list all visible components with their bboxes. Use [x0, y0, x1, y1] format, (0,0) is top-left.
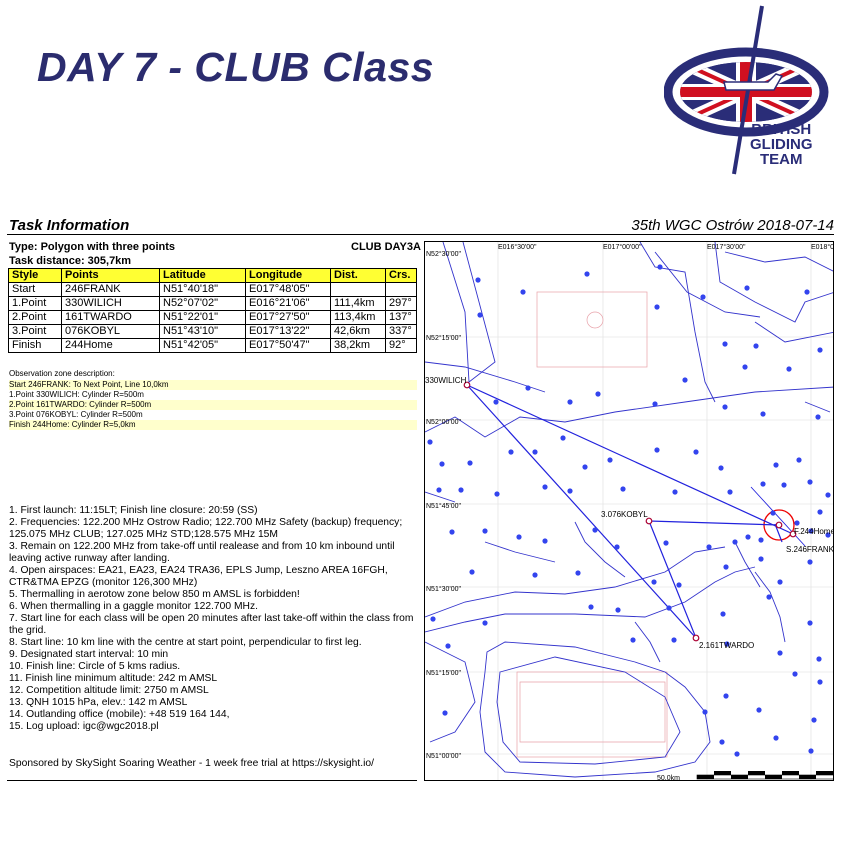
bottom-divider: [7, 780, 417, 781]
scale-bar: [657, 771, 834, 781]
rule-item: 9. Designated start interval: 10 min: [9, 649, 169, 660]
table-cell: E017°50'47": [246, 339, 331, 353]
task-type: Type: Polygon with three points: [9, 241, 176, 253]
lon-label: E018°0: [811, 244, 835, 251]
logo-line-1: BRITISH: [751, 121, 812, 138]
table-cell: N51°40'18": [160, 283, 246, 297]
table-cell: Finish: [9, 339, 62, 353]
rule-item: 14. Outlanding office (mobile): +48 519 164 144,: [9, 709, 230, 720]
table-row: [9, 339, 417, 353]
table-cell: [386, 283, 417, 297]
rule-item: 1. First launch: 11:15LT; Finish line closure: 20:59 (SS): [9, 505, 258, 516]
lon-label: E017°00'00": [603, 244, 642, 251]
waypoint-label-kobyl: 3.076KOBYL: [601, 510, 648, 519]
lon-label: E017°30'00": [707, 244, 746, 251]
table-cell: N51°22'01": [160, 311, 246, 325]
waypoint-label-frank: S.246FRANK: [786, 545, 835, 554]
scale-label: 50.0km: [657, 775, 680, 782]
rule-item: 10. Finish line: Circle of 5 kms radius.: [9, 661, 181, 672]
logo-text: [750, 122, 813, 167]
task-map: [424, 241, 834, 781]
column-header: Latitude: [160, 269, 246, 283]
table-cell: 92°: [386, 339, 417, 353]
column-header: Dist.: [331, 269, 386, 283]
competition-date: 35th WGC Ostrów 2018-07-14: [631, 217, 834, 234]
column-header: Style: [9, 269, 62, 283]
table-cell: 2.Point: [9, 311, 62, 325]
restricted-areas: [517, 292, 667, 757]
rule-item: 7. Start line for each class will be open 20 minutes after last take-off within the class from the grid.: [9, 613, 414, 636]
rule-item: 6. When thermalling in a gaggle monitor 122.700 MHz.: [9, 601, 258, 612]
lat-label: N52°00'00": [426, 419, 462, 426]
section-title: Task Information: [9, 217, 130, 234]
table-cell: 42,6km: [331, 325, 386, 339]
table-cell: 297°: [386, 297, 417, 311]
points-table: [8, 268, 417, 353]
logo-line-2: GLIDING: [750, 136, 813, 153]
table-cell: 337°: [386, 325, 417, 339]
rule-item: 8. Start line: 10 km line with the centre at start point, perpendicular to first leg.: [9, 637, 362, 648]
table-cell: 38,2km: [331, 339, 386, 353]
map-canvas: [425, 242, 834, 781]
table-cell: 111,4km: [331, 297, 386, 311]
task-distance: Task distance: 305,7km: [9, 255, 132, 267]
list-item: 3.Point 076KOBYL: Cylinder R=500m: [9, 410, 143, 419]
table-cell: 137°: [386, 311, 417, 325]
lat-label: N52°15'00": [426, 335, 462, 342]
list-item: 1.Point 330WILICH: Cylinder R=500m: [9, 390, 144, 399]
table-cell: N51°43'10": [160, 325, 246, 339]
rule-item: 15. Log upload: igc@wgc2018.pl: [9, 721, 159, 732]
lat-label: N51°00'00": [426, 753, 462, 760]
lon-label: E016°30'00": [498, 244, 537, 251]
rule-item: 3. Remain on 122.200 MHz from take-off until realease and from 10 km inbound until leaving active runway after landing.: [9, 541, 395, 564]
table-row: [9, 325, 417, 339]
page-title: DAY 7 - CLUB Class: [37, 44, 435, 90]
list-item: Start 246FRANK: To Next Point, Line 10,0km: [9, 380, 417, 390]
section-divider: [7, 234, 834, 235]
column-header: Crs.: [386, 269, 417, 283]
column-header: Points: [62, 269, 160, 283]
table-cell: Start: [9, 283, 62, 297]
observation-zone-title: Observation zone description:: [9, 369, 115, 378]
sponsor-note: Sponsored by SkySight Soaring Weather - 1 week free trial at https://skysight.io/: [9, 758, 374, 769]
table-cell: 246FRANK: [62, 283, 160, 297]
table-cell: 1.Point: [9, 297, 62, 311]
table-cell: N51°42'05": [160, 339, 246, 353]
table-cell: N52°07'02": [160, 297, 246, 311]
column-header: Longitude: [246, 269, 331, 283]
lat-label: N51°45'00": [426, 503, 462, 510]
lat-label: N52°30'00": [426, 251, 462, 258]
rule-item: 11. Finish line minimum altitude: 242 m AMSL: [9, 673, 218, 684]
table-cell: 244Home: [62, 339, 160, 353]
waypoint-label-twardo: 2.161TWARDO: [699, 641, 755, 650]
table-cell: 113,4km: [331, 311, 386, 325]
lat-label: N51°15'00": [426, 670, 462, 677]
rule-item: 13. QNH 1015 hPa, elev.: 142 m AMSL: [9, 697, 188, 708]
logo-line-3: TEAM: [760, 151, 803, 168]
observation-zone-list: [9, 380, 417, 430]
rule-item: 5. Thermalling in aerotow zone below 850 m AMSL is forbidden!: [9, 589, 300, 600]
table-cell: E017°48'05": [246, 283, 331, 297]
table-cell: 076KOBYL: [62, 325, 160, 339]
table-cell: E017°27'50": [246, 311, 331, 325]
task-code: CLUB DAY3A: [351, 241, 421, 253]
list-item: 2.Point 161TWARDO: Cylinder R=500m: [9, 400, 417, 410]
table-cell: 330WILICH: [62, 297, 160, 311]
rule-item: 4. Open airspaces: EA21, EA23, EA24 TRA36, EPLS Jump, Leszno AREA 16FGH, CTR&TMA EPZG (monitor 126,300 MHz): [9, 565, 388, 588]
table-cell: 3.Point: [9, 325, 62, 339]
waypoint-label-wilich: 330WILICH: [425, 376, 467, 385]
table-row: [9, 283, 417, 297]
table-row: [9, 311, 417, 325]
lat-label: N51°30'00": [426, 586, 462, 593]
table-cell: E017°13'22": [246, 325, 331, 339]
waypoint-label-home: F.244Home: [794, 527, 835, 536]
table-row: [9, 297, 417, 311]
table-cell: 161TWARDO: [62, 311, 160, 325]
table-cell: E016°21'06": [246, 297, 331, 311]
rule-item: 12. Competition altitude limit: 2750 m AMSL: [9, 685, 209, 696]
list-item: Finish 244Home: Cylinder R=5,0km: [9, 420, 417, 430]
rules-list: [9, 505, 417, 733]
table-cell: [331, 283, 386, 297]
rule-item: 2. Frequencies: 122.200 MHz Ostrow Radio; 122.700 MHz Safety (backup) frequency; 125.075 MHz CLUB; 127.025 MHz STD;128.575 MHz 15M: [9, 517, 403, 540]
table-header-row: [9, 269, 417, 283]
map-coordinate-labels: [426, 243, 834, 760]
